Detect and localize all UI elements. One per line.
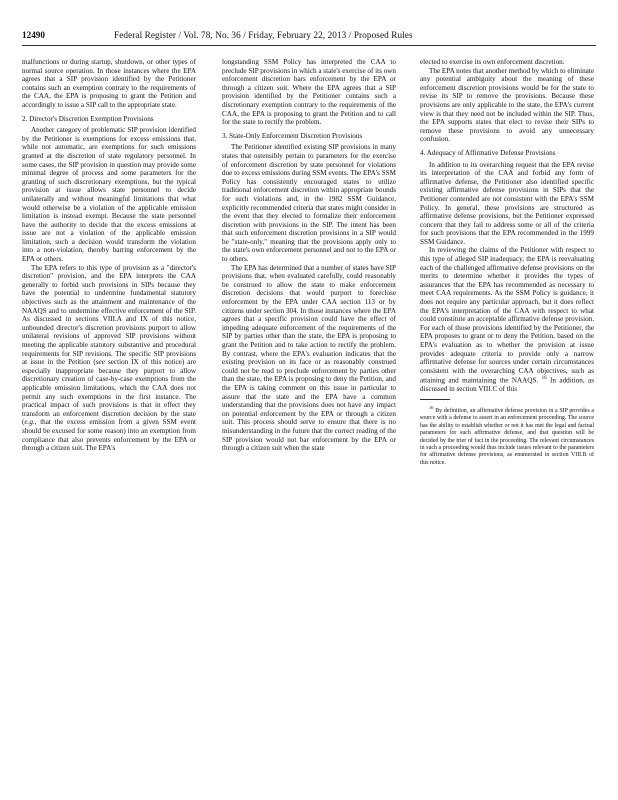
header-rule [22, 45, 596, 46]
page-number: 12490 [22, 30, 45, 40]
paragraph: elected to exercise its own enforcement discretion. [420, 58, 565, 66]
page-header [22, 30, 596, 44]
paragraph: In reviewing the claims of the Petitioner with respect to this type of alleged SIP inadequacy, the EPA is reevaluating each of the challenged affirmative defense provisions on the merits to determine whether it provides the types of assurances that the EPA has recommended as necessary to meet CAA requirements. As the SSM Policy is guidance, it does not require any particular approach, but it does reflect the EPA's interpretation of the CAA with respect to what could constitute an acceptable affirmative defense provision. For each of those provisions identified by the Petitioner, the EPA proposes to grant or to deny the Petition, based on the EPA's evaluation as to whether the provision at issue provides adequate criteria to provide only a narrow affirmative defense for sources under certain circumstances consistent with the overarching CAA objectives, such as attaining and maintaining the NAAQS. $^{16}$ In addition, as discussed in section VIII.C of this [420, 246, 594, 394]
column-3 [420, 58, 594, 467]
section-heading: 2. Director's Discretion Exemption Provisions [22, 114, 154, 123]
running-title: Federal Register / Vol. 78, No. 36 / Friday, February 22, 2013 / Proposed Rules [114, 30, 413, 40]
paragraph: Another category of problematic SIP provision identified by the Petitioner is exemptions for excess emissions that, while not automatic, are exemptions for such emissions granted at the discretion of state regulatory personnel. In some cases, the SIP provision in question may provide some minimal degree of process and some parameters for the granting of such discretionary exemptions, but the typical provision at issue allows state personnel to decide unilaterally and without meaningful limitations that what would otherwise be a violation of the applicable emission limitation is instead exempt. Because the state personnel have the authority to decide that the excess emissions at issue are not a violation of the applicable emission limitation, such a decision would transform the violation into a non-violation, thereby barring enforcement by the EPA or others. [22, 126, 196, 264]
paragraph: The Petitioner identified existing SIP provisions in many states that ostensibly pertain to parameters for the exercise of enforcement discretion by state personnel for violations due to excess emissions during SSM events. The EPA's SSM Policy has consistently encouraged states to utilize traditional enforcement discretion within appropriate bounds for such violations and, in the 1982 SSM Guidance, explicitly recommended criteria that states might consider in the event that they elected to formalize their enforcement discretion with provisions in the SIP. The intent has been that such enforcement discretion provisions in a SIP would be "state-only," meaning that the provisions apply only to the state's own enforcement personnel and not to the EPA or to others. [222, 143, 396, 264]
column-1 [22, 58, 196, 453]
section-heading: 3. State-Only Enforcement Discretion Provisions [222, 131, 363, 140]
paragraph: The EPA refers to this type of provision as a "director's discretion" provision, and the EPA interprets the CAA generally to forbid such provisions in SIPs because they have the potential to undermine fundamental statutory objectives such as the attainment and maintenance of the NAAQS and to undermine effective enforcement of the SIP. As discussed in sections VIII.A and IX of this notice, unbounded director's discretion provisions purport to allow unilateral revisions of approved SIP provisions without meeting the applicable statutory substantive and procedural requirements for SIP revisions. The specific SIP provisions at issue in the Petition (see section IX of this notice) are especially inappropriate because they purport to allow discretionary creation of case-by-case exemptions from the applicable emission limitations, which the CAA does not permit any such exemptions in the first instance. The practical impact of such provisions is that in effect they transform an enforcement discretion decision by the state (e.g., that the excess emission from a given SSM event should be excused for some reason) into an exemption from compliance that also prevents enforcement by the EPA or through a citizen suit. The EPA's [22, 263, 197, 453]
column-2 [222, 58, 396, 453]
paragraph: malfunctions or during startup, shutdown, or other types of normal source operation. In those instances where the EPA agrees that a SIP provision identified by the Petitioner contains such an exemption contrary to the requirements of the CAA, the EPA is proposing to grant the Petition and accordingly to issue a SIP call to the appropriate state. [22, 58, 196, 109]
footnote-rule [420, 399, 450, 400]
footnote-reference: 16 [541, 376, 547, 382]
paragraph: The EPA has determined that a number of states have SIP provisions that, when evaluated carefully, could reasonably be construed to allow the state to make enforcement discretion decisions that would purport to foreclose enforcement by the EPA under CAA section 113 or by citizens under section 304. In those instances where the EPA agrees that a specific provision could have the effect of impeding adequate enforcement of the requirements of the SIP by parties other than the state, the EPA is proposing to grant the Petition and to take action to rectify the problem. By contrast, where the EPA's evaluation indicates that the existing provision on its face or as reasonably construed could not be read to preclude enforcement by parties other than the state, the EPA is proposing to deny the Petition, and the EPA is taking comment on this issue in particular to assure that the state and the EPA have a common understanding that the provisions does not have any impact on potential enforcement by the EPA or through a citizen suit. This process should serve to ensure that there is no misunderstanding in the future that the correct reading of the SIP provision would not bar enforcement by the EPA or through a citizen suit when the state [222, 263, 396, 453]
paragraph: The EPA notes that another method by which to eliminate any potential ambiguity about the meaning of these enforcement discretion provisions would be for the state to revise its SIP to remove the provisions. Because these provisions are only applicable to the state, the EPA's current view is that they need not be included within the SIP. Thus, the EPA supports states that elect to revise their SIPs to remove these provisions to avoid any unnecessary confusion. [420, 66, 594, 144]
footnote-number: 16 [429, 404, 434, 410]
paragraph: In addition to its overarching request that the EPA revise its interpretation of the CAA and forbid any form of affirmative defense, the Petitioner also identified specific existing affirmative defense provisions in SIPs that the Petitioner contended are not consistent with the EPA's SSM Policy. In general, these provisions are structured as affirmative defense provisions, but the Petitioner expressed concern that they fail to address some or all of the criteria for such provisions that the EPA recommended in the 1999 SSM Guidance. [420, 160, 594, 246]
paragraph: longstanding SSM Policy has interpreted the CAA to preclude SIP provisions in which a state's exercise of its own enforcement discretion bars enforcement by the EPA or through a citizen suit. Where the EPA agrees that a SIP provision identified by the Petitioner contains such a discretionary exemption contrary to the requirements of the CAA, the EPA is proposing to grant the Petition and to call for the state to rectify the problem. [222, 58, 396, 127]
section-heading: 4. Adequacy of Affirmative Defense Provisions [420, 148, 556, 157]
footnote: $^{16}$ By definition, an affirmative defense provision in a SIP provides a source with a defense to assert in an enforcement proceeding. The source has the ability to establish whether or not it has met the legal and factual parameters for such affirmative defense, and that question will be decided by the trier of fact in the proceeding. The relevant circumstances in such a proceeding would thus include issues relevant to the parameters for affirmative defense provisions, as enumerated in section VIII.B of this notice. [420, 404, 594, 466]
